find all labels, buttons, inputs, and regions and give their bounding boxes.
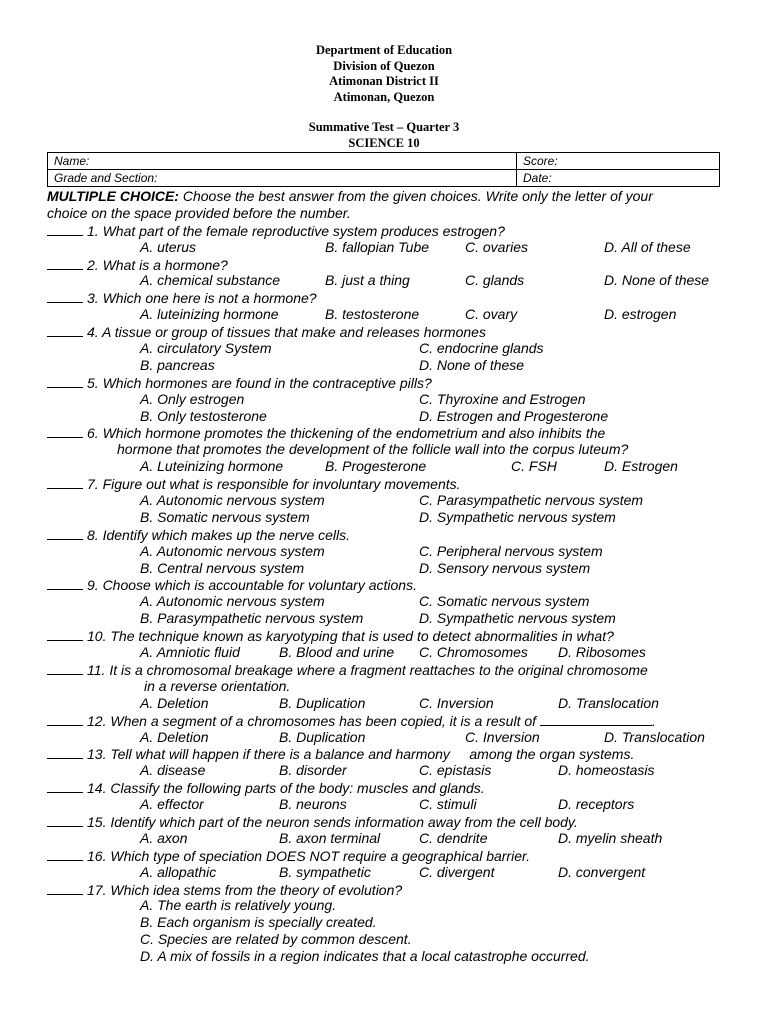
- answer-blank[interactable]: [47, 813, 83, 827]
- question-6-continued: [47, 441, 747, 458]
- date-label: Date:: [523, 170, 552, 185]
- choices-row: [47, 458, 747, 475]
- choices-row: [47, 931, 747, 948]
- choices-row: [47, 830, 747, 847]
- question-9: [47, 576, 747, 593]
- question-text: 5. Which hormones are found in the contraceptive pills?: [87, 374, 432, 391]
- choice-b: B. Central nervous system: [140, 559, 305, 576]
- choices-row: [47, 864, 747, 881]
- choice-b: B. Duplication: [279, 728, 366, 745]
- choice-d: D. Sympathetic nervous system: [419, 610, 616, 627]
- question-6: [47, 424, 747, 441]
- choice-b: B. fallopian Tube: [325, 238, 430, 255]
- instructions-line-2: [47, 205, 747, 222]
- choice-a: A. uterus: [140, 238, 197, 255]
- choice-c: C. endocrine glands: [419, 340, 544, 357]
- question-text-continued: hormone that promotes the development of the follicle wall into the corpus luteum?: [117, 441, 629, 458]
- choice-a: A. The earth is relatively young.: [140, 897, 337, 914]
- choice-a: A. Only estrogen: [140, 390, 245, 407]
- choice-d: D. None of these: [419, 356, 525, 373]
- choice-a: A. Autonomic nervous system: [140, 593, 325, 610]
- choice-d: D. Translocation: [558, 694, 659, 711]
- choice-a: A. allopathic: [140, 863, 217, 880]
- answer-blank[interactable]: [47, 475, 83, 489]
- choices-row: [47, 408, 747, 425]
- score-cell[interactable]: [517, 153, 720, 170]
- choice-d: D. Estrogen: [604, 458, 678, 475]
- district-name: Atimonan District II: [329, 74, 439, 88]
- choices-row: [47, 239, 747, 256]
- question-5: [47, 374, 747, 391]
- question-15: [47, 813, 747, 830]
- choices-row: [47, 914, 747, 931]
- choices-row: [47, 357, 747, 374]
- choice-c: C. Somatic nervous system: [419, 593, 590, 610]
- choice-c: C. ovaries: [465, 238, 529, 255]
- choice-b: B. axon terminal: [279, 829, 381, 846]
- answer-blank[interactable]: [47, 424, 83, 438]
- question-text: 9. Choose which is accountable for voluntary actions.: [87, 577, 417, 594]
- choice-b: B. Parasympathetic nervous system: [140, 610, 364, 627]
- question-text: 7. Figure out what is responsible for involuntary movements.: [87, 476, 461, 493]
- choice-d: D. myelin sheath: [558, 829, 663, 846]
- choices-row: [47, 897, 747, 914]
- choice-c: C. dendrite: [419, 829, 488, 846]
- choice-a: A. Luteinizing hormone: [140, 458, 284, 475]
- question-text: 17. Which idea stems from the theory of evolution?: [87, 881, 403, 898]
- choice-d: D. All of these: [604, 238, 691, 255]
- choice-c: C. divergent: [419, 863, 495, 880]
- choices-row: [47, 340, 747, 357]
- choice-d: D. estrogen: [604, 306, 677, 323]
- question-16: [47, 847, 747, 864]
- choices-row: [47, 509, 747, 526]
- choice-b: B. Progesterone: [325, 458, 427, 475]
- answer-blank[interactable]: [47, 881, 83, 895]
- fill-in-blank: [540, 712, 652, 726]
- choice-c: C. Species are related by common descent.: [140, 931, 412, 948]
- answer-blank[interactable]: [47, 289, 83, 303]
- choices-row: [47, 593, 747, 610]
- answer-blank[interactable]: [47, 576, 83, 590]
- choices-row: [47, 762, 747, 779]
- answer-blank[interactable]: [47, 323, 83, 337]
- question-text-continued: in a reverse orientation.: [144, 677, 291, 694]
- choice-a: A. circulatory System: [140, 340, 272, 357]
- question-11-continued: [47, 678, 747, 695]
- choice-a: A. effector: [140, 796, 204, 813]
- choice-c: C. Thyroxine and Estrogen: [419, 390, 586, 407]
- question-text: 4. A tissue or group of tissues that make and releases hormones: [87, 324, 486, 341]
- choice-c: C. Inversion: [419, 694, 494, 711]
- question-11: [47, 661, 747, 678]
- answer-blank[interactable]: [47, 627, 83, 641]
- choice-a: A. Deletion: [140, 728, 209, 745]
- question-17: [47, 881, 747, 898]
- choices-row: [47, 729, 747, 746]
- choices-row: [47, 306, 747, 323]
- choice-b: B. Each organism is specially created.: [140, 914, 377, 931]
- name-cell[interactable]: [48, 153, 517, 170]
- choice-d: D. Sympathetic nervous system: [419, 508, 616, 525]
- question-text: 16. Which type of speciation DOES NOT require a geographical barrier.: [87, 847, 531, 864]
- instructions-text-1: Choose the best answer from the given choices. Write only the letter of your: [178, 188, 653, 204]
- choices-row: [47, 610, 747, 627]
- answer-blank[interactable]: [47, 779, 83, 793]
- answer-blank[interactable]: [47, 222, 83, 236]
- choice-b: B. Somatic nervous system: [140, 508, 310, 525]
- question-14: [47, 779, 747, 796]
- choices-row: [47, 948, 747, 965]
- answer-blank[interactable]: [47, 712, 83, 726]
- score-label: Score:: [523, 153, 558, 168]
- question-3: [47, 289, 747, 306]
- choices-row: [47, 796, 747, 813]
- choice-d: D. receptors: [558, 796, 635, 813]
- department-name: Department of Education: [315, 43, 453, 57]
- grade-section-label: Grade and Section:: [54, 170, 158, 185]
- answer-blank[interactable]: [47, 256, 83, 270]
- choice-a: A. disease: [140, 762, 206, 779]
- choice-a: A. Amniotic fluid: [140, 644, 240, 661]
- division-name: Division of Quezon: [333, 58, 435, 73]
- choice-a: A. chemical substance: [140, 272, 281, 289]
- question-4: [47, 323, 747, 340]
- instructions-line-1: [47, 188, 747, 205]
- test-content: [47, 188, 747, 965]
- answer-blank[interactable]: [47, 661, 83, 675]
- choices-row: [47, 543, 747, 560]
- question-text: 8. Identify which makes up the nerve cells.: [87, 526, 351, 543]
- grade-section-cell[interactable]: [48, 170, 517, 187]
- choice-d: D. homeostasis: [558, 762, 655, 779]
- choice-c: C. Parasympathetic nervous system: [419, 492, 644, 509]
- choices-row: [47, 391, 747, 408]
- question-text: 3. Which one here is not a hormone?: [87, 290, 317, 307]
- choice-d: D. Estrogen and Progesterone: [419, 407, 609, 424]
- question-12: 12. When a segment of a chromosomes has been copied, it is a result of .: [47, 712, 747, 729]
- name-label: Name:: [54, 153, 90, 168]
- question-text: 11. It is a chromosomal breakage where a fragment reattaches to the original chromosome: [87, 661, 648, 678]
- choice-b: B. Only testosterone: [140, 407, 267, 424]
- answer-blank[interactable]: [47, 847, 83, 861]
- answer-blank[interactable]: [47, 526, 83, 540]
- instructions-label: MULTIPLE CHOICE:: [47, 188, 179, 204]
- header-block: [0, 43, 768, 105]
- choice-b: B. Duplication: [279, 694, 366, 711]
- question-text: 13. Tell what will happen if there is a balance and harmony among the organ systems.: [87, 746, 635, 763]
- question-1: [47, 222, 747, 239]
- choice-c: C. Chromosomes: [419, 644, 528, 661]
- choice-b: B. sympathetic: [279, 863, 371, 880]
- student-info-table: [47, 152, 720, 187]
- choice-b: B. pancreas: [140, 356, 215, 373]
- choice-c: C. stimuli: [419, 796, 477, 813]
- choice-b: B. just a thing: [325, 272, 410, 289]
- question-2: [47, 256, 747, 273]
- choice-c: C. epistasis: [419, 762, 492, 779]
- date-cell[interactable]: [517, 170, 720, 187]
- question-13: [47, 745, 747, 762]
- question-text: 15. Identify which part of the neuron sends information away from the cell body.: [87, 813, 578, 830]
- choice-c: C. Inversion: [465, 728, 540, 745]
- choice-c: C. ovary: [465, 306, 518, 323]
- choice-c: C. FSH: [511, 458, 557, 475]
- choice-d: D. convergent: [558, 863, 646, 880]
- choice-b: B. neurons: [279, 796, 347, 813]
- question-8: [47, 526, 747, 543]
- question-text: 10. The technique known as karyotyping that is used to detect abnormalities in what?: [87, 628, 614, 645]
- instructions-text-2: choice on the space provided before the number.: [47, 204, 351, 221]
- choices-row: [47, 272, 747, 289]
- question-text: 2. What is a hormone?: [87, 256, 228, 273]
- location-name: Atimonan, Quezon: [333, 89, 435, 104]
- choices-row: [47, 492, 747, 509]
- choice-a: A. Deletion: [140, 694, 209, 711]
- answer-blank[interactable]: [47, 745, 83, 759]
- choice-d: D. A mix of fossils in a region indicates that a local catastrophe occurred.: [140, 948, 590, 965]
- question-text: 14. Classify the following parts of the body: muscles and glands.: [87, 780, 485, 797]
- choice-b: B. disorder: [279, 762, 347, 779]
- test-title: Summative Test – Quarter 3: [308, 120, 460, 134]
- choice-a: A. luteinizing hormone: [140, 306, 279, 323]
- choice-a: A. axon: [140, 829, 188, 846]
- question-10: [47, 627, 747, 644]
- choice-c: C. glands: [465, 272, 525, 289]
- choice-d: D. Ribosomes: [558, 644, 646, 661]
- choice-d: D. Sensory nervous system: [419, 559, 591, 576]
- question-7: [47, 475, 747, 492]
- question-text: 12. When a segment of a chromosomes has been copied, it is a result of: [87, 712, 540, 729]
- choices-row: [47, 560, 747, 577]
- subject-title: SCIENCE 10: [348, 135, 420, 150]
- choice-c: C. Peripheral nervous system: [419, 542, 603, 559]
- question-text: 6. Which hormone promotes the thickening of the endometrium and also inhibits the: [87, 425, 606, 442]
- choice-a: A. Autonomic nervous system: [140, 492, 325, 509]
- choice-b: B. Blood and urine: [279, 644, 395, 661]
- question-text: 1. What part of the female reproductive system produces estrogen?: [87, 222, 505, 239]
- choices-row: [47, 695, 747, 712]
- title-block: [0, 120, 768, 151]
- choice-b: B. testosterone: [325, 306, 420, 323]
- choice-d: D. Translocation: [604, 728, 705, 745]
- choices-row: [47, 644, 747, 661]
- choice-d: D. None of these: [604, 272, 710, 289]
- choice-a: A. Autonomic nervous system: [140, 542, 325, 559]
- answer-blank[interactable]: [47, 374, 83, 388]
